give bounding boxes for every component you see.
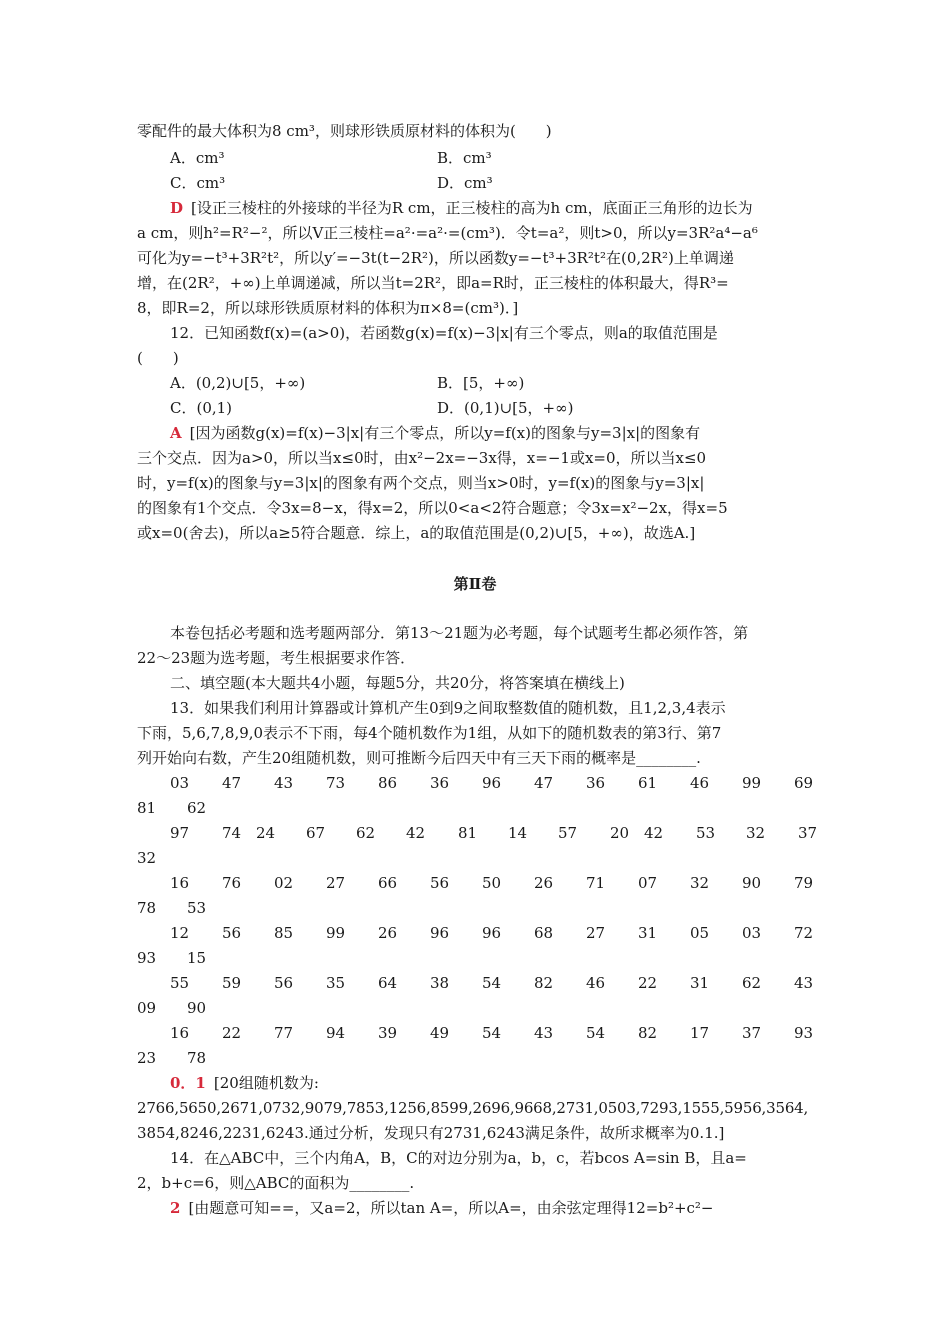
random-table-cell: 96 — [482, 774, 502, 792]
random-table-cell: 73 — [326, 774, 346, 792]
random-table-cell: 62 — [356, 824, 376, 842]
random-table-cell: 15 — [187, 949, 207, 967]
random-table-cell: 47 — [534, 774, 554, 792]
random-table-cell: 93 — [137, 949, 157, 967]
random-table-cell: 27 — [586, 924, 606, 942]
q12-option-c: C．(0,1) — [170, 399, 233, 417]
random-table-cell: 99 — [326, 924, 346, 942]
random-table-cell: 32 — [746, 824, 766, 842]
q12-answer: A — [170, 424, 182, 442]
random-table-cell: 54 — [482, 974, 502, 992]
random-table-cell: 56 — [274, 974, 294, 992]
random-table-cell: 62 — [187, 799, 207, 817]
q13-stem: 下雨，5,6,7,8,9,0表示不下雨，每4个随机数作为1组，从如下的随机数表的第3行、第7 — [137, 724, 722, 742]
random-table-cell: 61 — [638, 774, 658, 792]
q13-answer: 0．1 — [170, 1074, 206, 1092]
q12-stem: 12．已知函数f(x)=(a>0)，若函数g(x)=f(x)−3|x|有三个零点，则a的取值范围是 — [170, 324, 718, 342]
q11-solution-line: 可化为y=−t³+3R²t²，所以y′=−3t(t−2R²)，所以函数y=−t³+3R²t²在(0,2R²)上单调递 — [137, 249, 734, 267]
q11-option-d: D．cm³ — [437, 174, 493, 192]
random-table-cell: 82 — [638, 1024, 658, 1042]
random-table-cell: 26 — [534, 874, 554, 892]
random-table-cell: 64 — [378, 974, 398, 992]
q12-solution-line: 三个交点．因为a>0，所以当x≤0时，由x²−2x=−3x得，x=−1或x=0，所以当x≤0 — [137, 449, 707, 467]
q11-solution-line: a cm，则h²=R²−²，所以V正三棱柱=a²·=a²·=(cm³)．令t=a²，则t>0，所以y=3R²a⁴−a⁶ — [137, 224, 758, 242]
random-table-cell: 81 — [137, 799, 157, 817]
random-table-cell: 49 — [430, 1024, 450, 1042]
random-table-cell: 22 — [222, 1024, 242, 1042]
random-table-cell: 55 — [170, 974, 190, 992]
random-table-cell: 36 — [430, 774, 450, 792]
random-table-row — [0, 997, 950, 1019]
q14-stem: 2，b+c=6，则△ABC的面积为________. — [137, 1174, 415, 1192]
random-table-cell: 79 — [794, 874, 814, 892]
random-table-cell: 67 — [306, 824, 326, 842]
random-table-cell: 53 — [696, 824, 716, 842]
random-table-cell: 97 — [170, 824, 190, 842]
random-table-cell: 71 — [586, 874, 606, 892]
q12-solution-line: 时，y=f(x)的图象与y=3|x|的图象有两个交点，则当x>0时，y=f(x)的图象与y=3|x| — [137, 474, 705, 492]
q11-solution-line: 增，在(2R²，+∞)上单调递减，所以当t=2R²，即a=R时，正三棱柱的体积最大，得R³= — [137, 274, 729, 292]
random-table-cell: 32 — [137, 849, 157, 867]
intro-line: 22～23题为选考题，考生根据要求作答． — [137, 649, 416, 667]
random-table-row — [0, 1047, 950, 1069]
random-table-cell: 47 — [222, 774, 242, 792]
random-table-cell: 93 — [794, 1024, 814, 1042]
random-table-cell: 43 — [274, 774, 294, 792]
random-table-cell: 90 — [187, 999, 207, 1017]
random-table-cell: 27 — [326, 874, 346, 892]
random-table-cell: 46 — [586, 974, 606, 992]
random-table-row — [0, 872, 950, 894]
random-table-cell: 38 — [430, 974, 450, 992]
q12-option-d: D．(0,1)∪[5，+∞) — [437, 399, 574, 417]
random-table-cell: 20 — [610, 824, 630, 842]
intro-line: 本卷包括必考题和选考题两部分．第13～21题为必考题，每个试题考生都必须作答，第 — [170, 624, 749, 642]
random-table-cell: 81 — [458, 824, 478, 842]
q12-option-b: B．[5，+∞) — [437, 374, 525, 392]
random-table-cell: 77 — [274, 1024, 294, 1042]
random-table-cell: 31 — [638, 924, 658, 942]
random-table-cell: 23 — [137, 1049, 157, 1067]
random-table-cell: 56 — [222, 924, 242, 942]
random-table-cell: 24 — [256, 824, 276, 842]
random-table-row — [0, 1022, 950, 1044]
random-table-cell: 16 — [170, 1024, 190, 1042]
random-table-row — [0, 772, 950, 794]
q13-solution-line: 3854,8246,2231,6243.通过分析，发现只有2731,6243满足条件，故所求概率为0.1.] — [137, 1124, 725, 1142]
q12-solution-line: 的图象有1个交点．令3x=8−x，得x=2，所以0<a<2符合题意；令3x=x²−2x，得x=5 — [137, 499, 728, 517]
q11-option-b: B．cm³ — [437, 149, 492, 167]
random-table-cell: 96 — [482, 924, 502, 942]
random-table-cell: 39 — [378, 1024, 398, 1042]
random-table-cell: 76 — [222, 874, 242, 892]
random-table-cell: 31 — [690, 974, 710, 992]
random-table-cell: 05 — [690, 924, 710, 942]
random-table-cell: 03 — [742, 924, 762, 942]
random-table-row — [0, 897, 950, 919]
q11-solution-line: D [设正三棱柱的外接球的半径为R cm，正三棱柱的高为h cm，底面正三角形的边长为 — [170, 199, 753, 217]
random-table-cell: 26 — [378, 924, 398, 942]
random-table-cell: 78 — [137, 899, 157, 917]
q11-option-c: C．cm³ — [170, 174, 226, 192]
random-table-cell: 14 — [508, 824, 528, 842]
random-table-row — [0, 947, 950, 969]
q14-answer: 2 — [170, 1199, 181, 1217]
q11-stem-tail: 零配件的最大体积为8 cm³，则球形铁质原材料的体积为( ) — [137, 122, 552, 140]
random-table-cell: 50 — [482, 874, 502, 892]
random-table-cell: 78 — [187, 1049, 207, 1067]
random-table-cell: 86 — [378, 774, 398, 792]
random-table-cell: 02 — [274, 874, 294, 892]
random-table-cell: 37 — [798, 824, 818, 842]
random-table-cell: 54 — [586, 1024, 606, 1042]
random-table-cell: 85 — [274, 924, 294, 942]
random-table-cell: 90 — [742, 874, 762, 892]
random-table-cell: 32 — [690, 874, 710, 892]
section-title: 第Ⅱ卷 — [453, 575, 497, 593]
q12-solution-line: A [因为函数g(x)=f(x)−3|x|有三个零点，所以y=f(x)的图象与y=3|x|的图象有 — [170, 424, 701, 442]
random-table-cell: 82 — [534, 974, 554, 992]
random-table-cell: 94 — [326, 1024, 346, 1042]
q11-option-a: A．cm³ — [170, 149, 225, 167]
random-table-cell: 43 — [534, 1024, 554, 1042]
random-table-cell: 12 — [170, 924, 190, 942]
q13-stem: 列开始向右数，产生20组随机数，则可推断今后四天中有三天下雨的概率是________. — [137, 749, 701, 767]
random-table-cell: 37 — [742, 1024, 762, 1042]
q12-solution-line: 或x=0(舍去)，所以a≥5符合题意．综上，a的取值范围是(0,2)∪[5，+∞)，故选A.] — [137, 524, 696, 542]
random-table-row — [0, 972, 950, 994]
random-table-row — [0, 797, 950, 819]
q13-solution-line: 0．1 [20组随机数为: — [170, 1074, 319, 1092]
q11-answer: D — [170, 199, 184, 217]
random-table-cell: 68 — [534, 924, 554, 942]
random-table-cell: 07 — [638, 874, 658, 892]
random-table-cell: 66 — [378, 874, 398, 892]
q13-solution-line: 2766,5650,2671,0732,9079,7853,1256,8599,2696,9668,2731,0503,7293,1555,5956,3564, — [137, 1099, 809, 1117]
random-table-cell: 43 — [794, 974, 814, 992]
random-table-cell: 99 — [742, 774, 762, 792]
random-table-cell: 36 — [586, 774, 606, 792]
random-table-row — [0, 922, 950, 944]
random-table-cell: 09 — [137, 999, 157, 1017]
random-table-cell: 53 — [187, 899, 207, 917]
part2-heading: 二、填空题(本大题共4小题，每题5分，共20分，将答案填在横线上) — [170, 674, 625, 692]
random-table-cell: 59 — [222, 974, 242, 992]
random-table-cell: 54 — [482, 1024, 502, 1042]
random-table-row — [0, 822, 950, 844]
q11-solution-line: 8，即R=2，所以球形铁质原材料的体积为π×8=(cm³)．] — [137, 299, 519, 317]
q14-solution-line: 2 [由题意可知==，又a=2，所以tan A=，所以A=，由余弦定理得12=b²+c²− — [170, 1199, 714, 1217]
random-table-cell: 57 — [558, 824, 578, 842]
random-table-cell: 22 — [638, 974, 658, 992]
random-table-cell: 03 — [170, 774, 190, 792]
q12-stem-paren: ( ) — [137, 349, 179, 367]
q14-stem: 14．在△ABC中，三个内角A，B，C的对边分别为a，b，c，若bcos A=sin B，且a= — [170, 1149, 747, 1167]
random-table-row — [0, 847, 950, 869]
random-table-cell: 62 — [742, 974, 762, 992]
random-table-cell: 74 — [222, 824, 242, 842]
random-table-cell: 96 — [430, 924, 450, 942]
random-table-cell: 35 — [326, 974, 346, 992]
random-table-cell: 42 — [406, 824, 426, 842]
random-table-cell: 42 — [644, 824, 664, 842]
random-table-cell: 17 — [690, 1024, 710, 1042]
random-table-cell: 69 — [794, 774, 814, 792]
random-table-cell: 46 — [690, 774, 710, 792]
q12-option-a: A．(0,2)∪[5，+∞) — [170, 374, 306, 392]
q13-stem: 13．如果我们利用计算器或计算机产生0到9之间取整数值的随机数，且1,2,3,4表示 — [170, 699, 726, 717]
random-table-cell: 72 — [794, 924, 814, 942]
random-table-cell: 16 — [170, 874, 190, 892]
random-table-cell: 56 — [430, 874, 450, 892]
